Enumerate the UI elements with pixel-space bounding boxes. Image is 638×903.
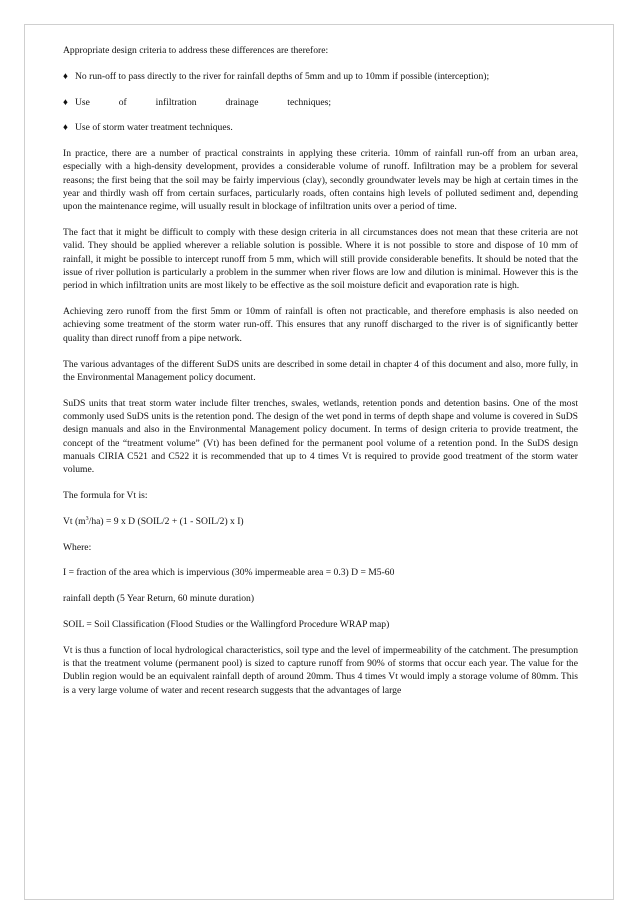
definition-soil: SOIL = Soil Classification (Flood Studies or the Wallingford Procedure WRAP map) [63,618,390,630]
diamond-bullet-icon: ♦ [63,122,68,134]
formula-intro: The formula for Vt is: [63,489,148,501]
diamond-bullet-icon: ♦ [63,96,68,108]
bullet-item-interception [63,70,578,83]
suds-paragraph: SuDS units that treat storm water include filter trenches, swales, wetlands, retention ponds and detention basins. One of the most commonly used SuDS units is the retention pond. The design of the wet pond in terms of depth shape and volume is covered in SuDS design manuals and also in the Environmental Management policy document. In terms of design criteria to provide treatment, the concept of the “treatment volume” (Vt) has been defined for the permanent pool volume of a retention pond. In the SuDS design manuals CIRIA C521 and C522 it is recommended that up to 4 times Vt is required to provide good treatment of the storm water volume. [63,397,578,476]
diamond-bullet-icon: ♦ [63,70,68,82]
definition-impervious: I = fraction of the area which is impervious (30% impermeable area = 0.3) D = M5-60 [63,567,395,579]
definition-rainfall: rainfall depth (5 Year Return, 60 minute duration) [63,593,255,605]
bullet-word: Use [75,96,90,108]
intro-paragraph: Appropriate design criteria to address these differences are therefore: [63,45,329,56]
bullet-word: techniques; [287,96,331,108]
bullet-item-treatment [63,121,578,134]
bullet-item-infiltration [63,96,578,109]
document-page [24,24,614,900]
formula-suffix: /ha) = 9 x D (SOIL/2 + (1 - SOIL/2) x I) [88,515,244,527]
criteria-paragraph: The fact that it might be difficult to comply with these design criteria in all circumstances does not mean that these criteria are not valid. They should be applied wherever a reliable solution is possible. Where it is not possible to store and dispose of 10 mm of rainfall, it might be possible to intercept runoff from 5 mm, which will still provide considerable benefits. It should be noted that the issue of river pollution is particularly a problem in the summer when river flows are low and dilution is minimal. However this is the period in which infiltration units are most likely to be effective as the soil moisture deficit and evaporation rate is high. [63,227,578,292]
formula [63,515,578,528]
where-label: Where: [63,541,92,553]
practice-paragraph: In practice, there are a number of practical constraints in applying these criteria. 10mm of rainfall run-off from an urban area, especially with a high-density development, provides a considerable volume of runoff. Infiltration may be a problem for several reasons; the first being that the soil may be fairly impervious (clay), secondly groundwater levels may be high at certain times in the year and thirdly wash off from certain surfaces, particularly roads, often contains high levels of polluted sediment and, depending upon the maintenance regime, will usually result in blockage of infiltration units over a period of time. [63,148,578,213]
formula-superscript: 3 [85,515,89,522]
bullet-text: Use of storm water treatment techniques. [75,122,233,134]
bullet-word: of [118,96,127,108]
zero-runoff-paragraph: Achieving zero runoff from the first 5mm or 10mm of rainfall is often not practicable, and therefore emphasis is also needed on achieving some treatment of the storm water run-off. This ensures that any runoff discharged to the river is of significantly better quality than direct runoff from a pipe network. [63,306,578,344]
bullet-text [75,96,331,109]
bullet-word: infiltration [155,96,197,108]
page-content [63,44,578,709]
bullet-text: No run-off to pass directly to the river for rainfall depths of 5mm and up to 10mm if possible (interception); [75,70,490,82]
vt-paragraph: Vt is thus a function of local hydrological characteristics, soil type and the level of impermeability of the catchment. The presumption is that the treatment volume (permanent pool) is sized to capture runoff from 90% of storms that occur each year. The value for the Dublin region would be an equivalent rainfall depth of around 20mm. Thus 4 times Vt would imply a storage volume of 80mm. This is a very large volume of water and recent research suggests that the advantages of large [63,644,578,696]
formula-prefix: Vt (m [63,515,86,527]
bullet-word: drainage [225,96,259,108]
advantages-paragraph: The various advantages of the different SuDS units are described in some detail in chapter 4 of this document and also, more fully, in the Environmental Management policy document. [63,358,578,383]
